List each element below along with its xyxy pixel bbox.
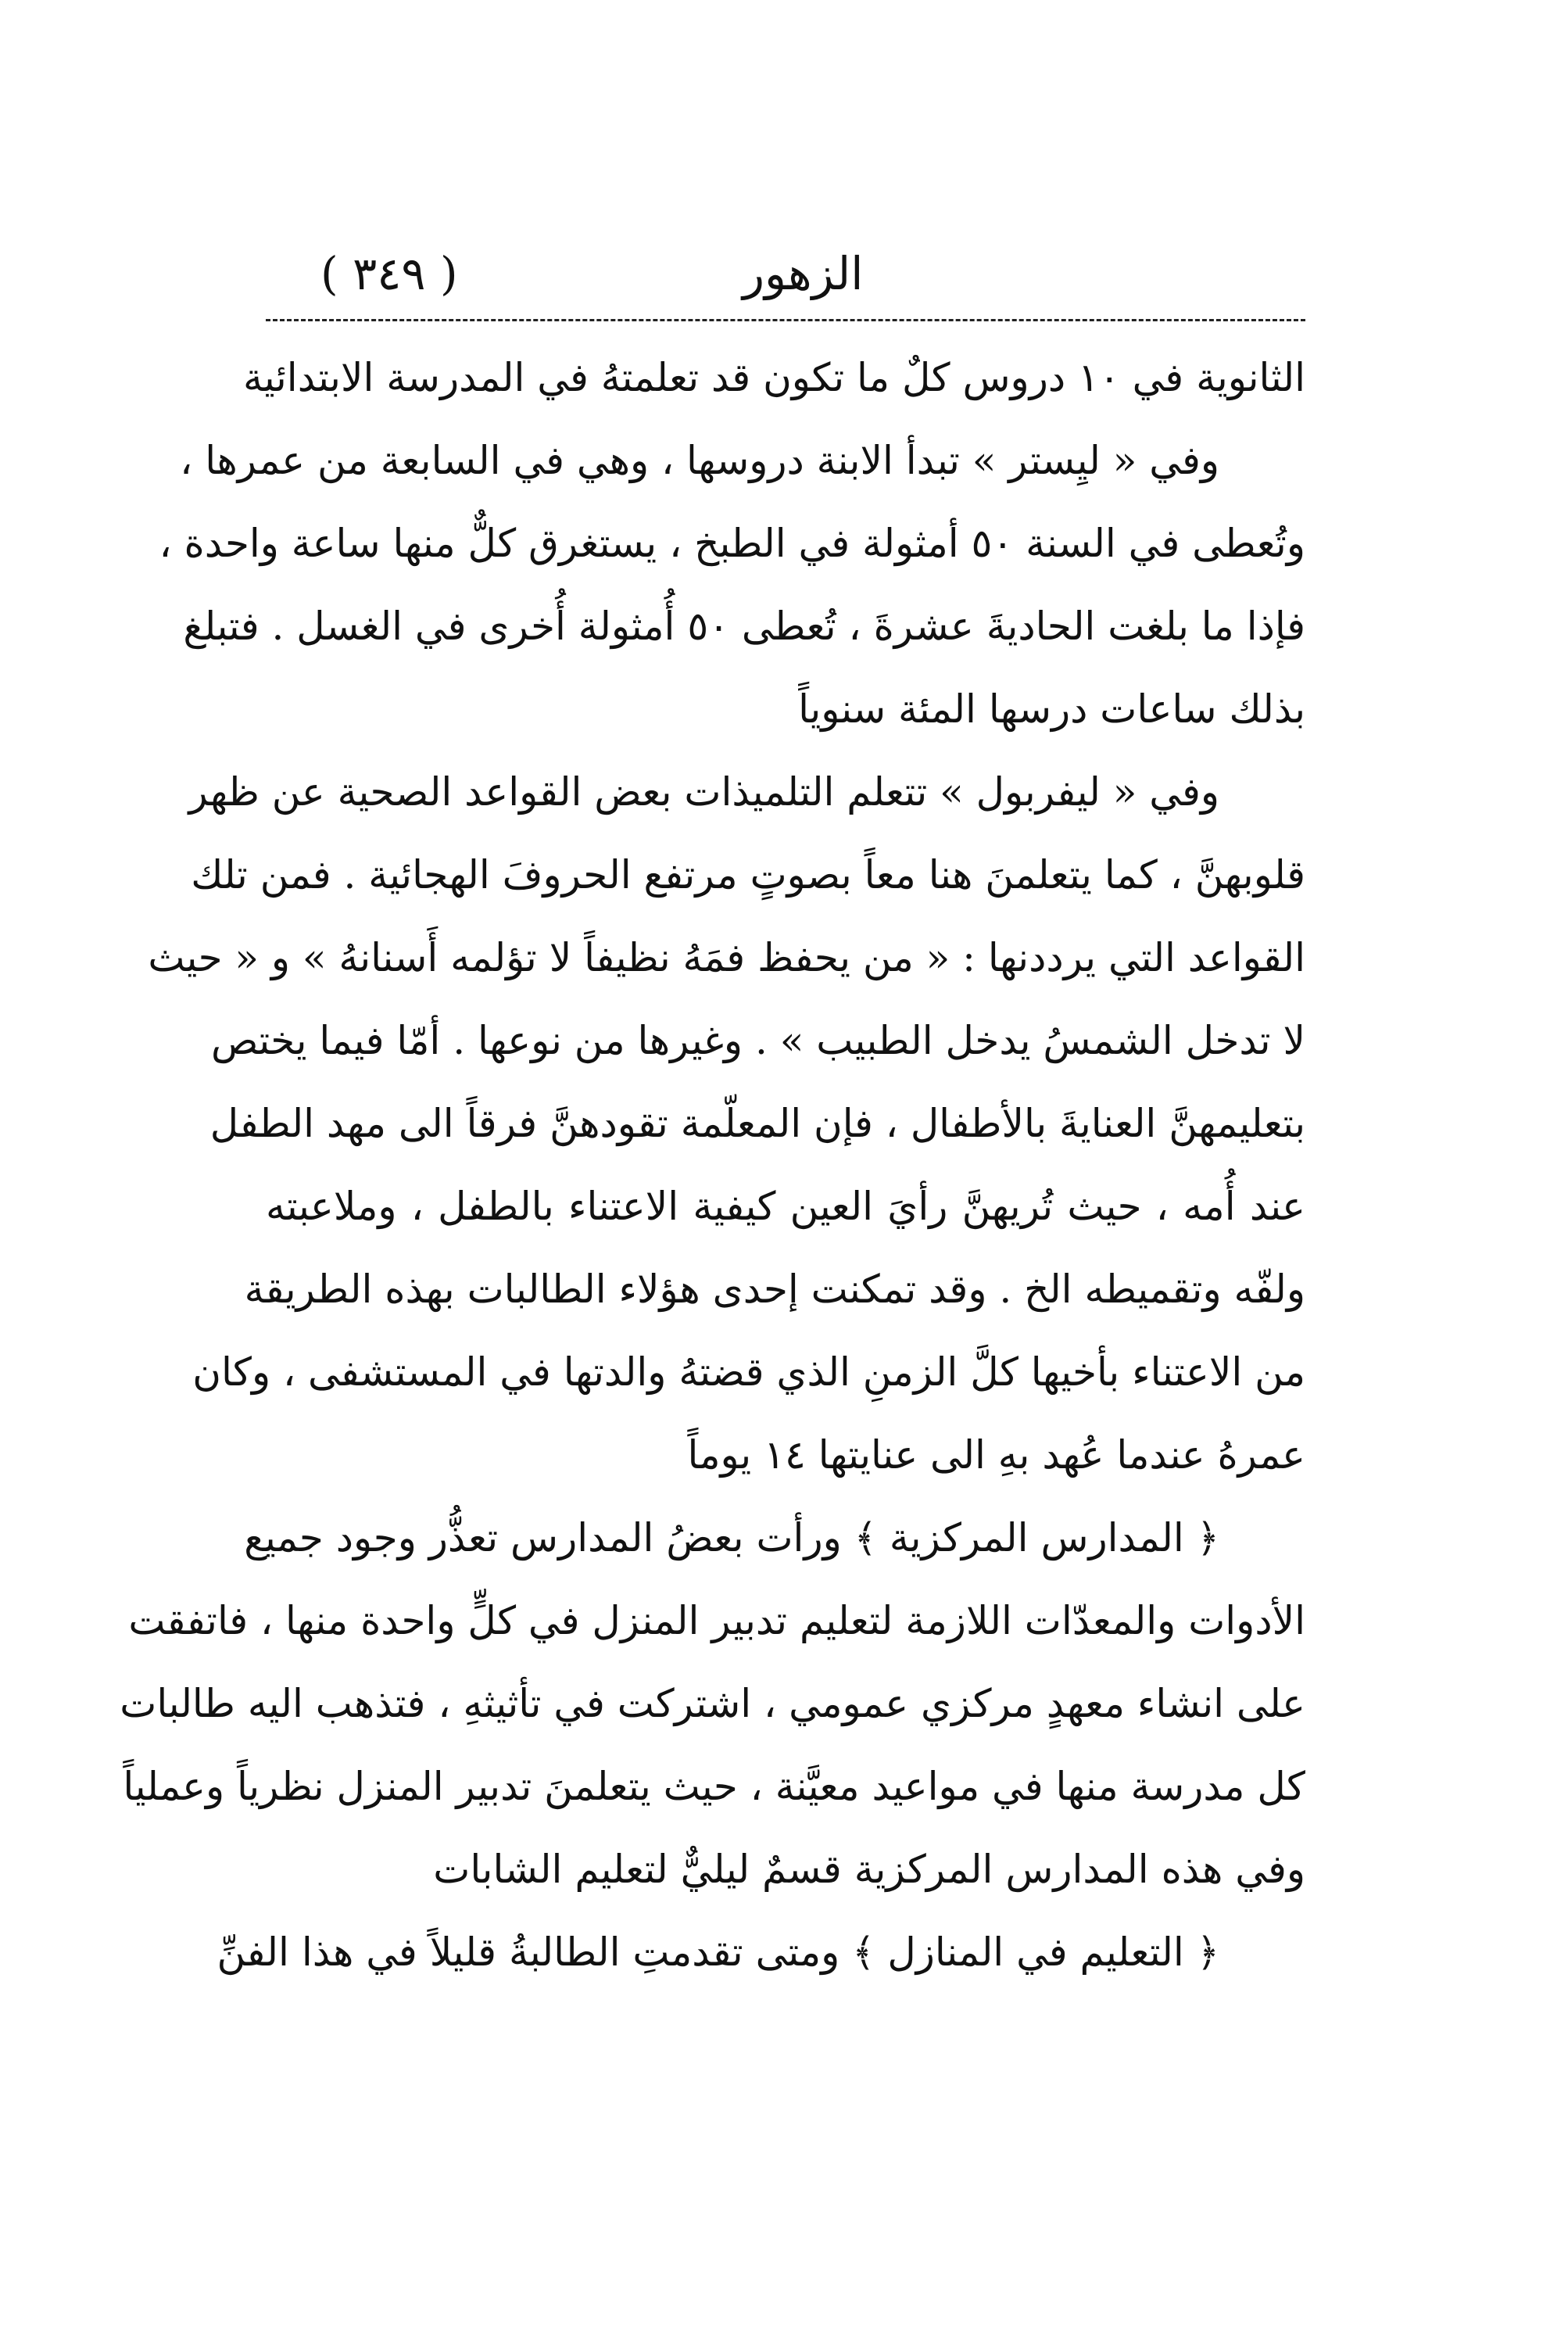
text-line: قلوبهنَّ ، كما يتعلمنَ هنا معاً بصوتٍ مرتفع الحروفَ الهجائية . فمن تلك [191, 852, 1305, 898]
text-line: من الاعتناء بأخيها كلَّ الزمنِ الذي قضتهُ والدتها في المستشفى ، وكان [192, 1349, 1305, 1395]
page-number: ( ٣٤٩ ) [320, 247, 458, 300]
text-line: عند أُمه ، حيث تُريهنَّ رأيَ العين كيفية الاعتناء بالطفل ، وملاعبته [266, 1184, 1305, 1229]
text-line: كل مدرسة منها في مواعيد معيَّنة ، حيث يتعلمنَ تدبير المنزل نظرياً وعملياً [123, 1764, 1305, 1809]
section-heading-line: ﴿ التعليم في المنازل ﴾ ومتى تقدمتِ الطالبةُ قليلاً في هذا الفنِّ [217, 1929, 1219, 1975]
header-rule [266, 319, 1305, 321]
text-line: على انشاء معهدٍ مركزي عمومي ، اشتركت في تأثيثهِ ، فتذهب اليه طالبات [120, 1681, 1305, 1726]
text-line: بذلك ساعات درسها المئة سنوياً [798, 686, 1305, 732]
text-line: فإذا ما بلغت الحاديةَ عشرةَ ، تُعطى ٥٠ أُمثولة أُخرى في الغسل . فتبلغ [183, 604, 1305, 649]
section-heading-line: ﴿ المدارس المركزية ﴾ ورأت بعضُ المدارس تعذُّر وجود جميع [244, 1515, 1219, 1560]
text-line: الأدوات والمعدّات اللازمة لتعليم تدبير المنزل في كلٍّ واحدة منها ، فاتفقت [128, 1598, 1305, 1643]
text-line: وفي هذه المدارس المركزية قسمٌ ليليٌّ لتعليم الشابات [433, 1847, 1305, 1892]
running-title: الزهور [743, 247, 864, 300]
text-line: لا تدخل الشمسُ يدخل الطبيب » . وغيرها من نوعها . أمّا فيما يختص [210, 1018, 1305, 1063]
text-line: عمرهُ عندما عُهد بهِ الى عنايتها ١٤ يوماً [687, 1432, 1305, 1478]
text-line: وتُعطى في السنة ٥٠ أمثولة في الطبخ ، يستغرق كلٌّ منها ساعة واحدة ، [159, 521, 1305, 566]
text-line: وفي « ليفربول » تتعلم التلميذات بعض القواعد الصحية عن ظهر [188, 769, 1219, 815]
text-line: بتعليمهنَّ العنايةَ بالأطفال ، فإن المعلّمة تقودهنَّ فرقاً الى مهد الطفل [209, 1101, 1305, 1146]
text-line: ولفّه وتقميطه الخ . وقد تمكنت إحدى هؤلاء الطالبات بهذه الطريقة [244, 1267, 1305, 1312]
text-line: الثانوية في ١٠ دروس كلٌ ما تكون قد تعلمتهُ في المدرسة الابتدائية [243, 355, 1305, 400]
text-line: وفي « ليِستر » تبدأ الابنة دروسها ، وهي في السابعة من عمرها ، [180, 438, 1219, 483]
text-line: القواعد التي يرددنها : « من يحفظ فمَهُ نظيفاً لا تؤلمه أَسنانهُ » و « حيث [148, 935, 1305, 980]
body-text [120, 336, 1305, 1994]
page-header [266, 235, 1305, 313]
